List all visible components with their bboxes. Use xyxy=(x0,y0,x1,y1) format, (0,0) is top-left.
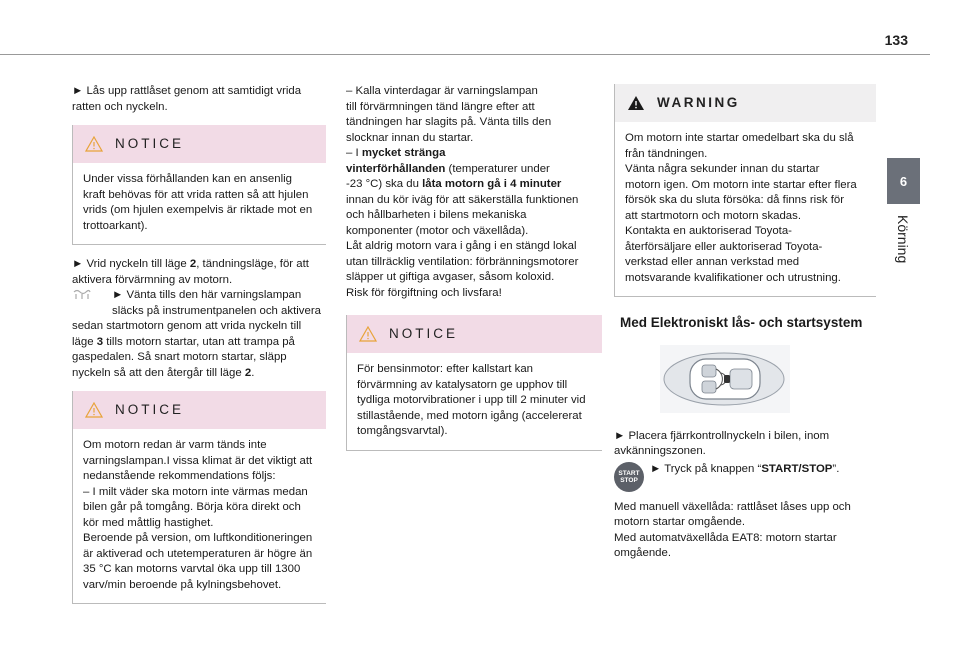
notice-header xyxy=(73,391,326,429)
text-line: omgående. xyxy=(614,547,671,559)
key-fob-in-car-illustration xyxy=(660,345,790,413)
text-line: kraft behövas för att vrida ratten så att hjulen xyxy=(83,188,309,201)
header-rule xyxy=(0,54,930,55)
text-line: gaspedalen. Så snart motorn startar, släpp xyxy=(72,351,287,363)
text-line: tomgångsvarvtal). xyxy=(357,425,448,437)
text-line: komponenter (motor och växellåda). xyxy=(346,224,529,237)
text-line: motsvarande kvalifikationer och utrustning. xyxy=(625,271,841,284)
text-line: ► Lås upp rattlåset genom att samtidigt vrida xyxy=(72,85,302,97)
text-line: ► Placera fjärrkontrollnyckeln i bilen, inom xyxy=(614,429,830,442)
notice-header xyxy=(347,315,602,353)
text-line: aktivera förvärmning av motorn. xyxy=(72,273,233,286)
text-line: släpper ut giftiga avgaser, såsom koloxid. xyxy=(346,271,555,283)
notice-box xyxy=(72,125,326,245)
text-line: – I milt väder ska motorn inte värmas medan xyxy=(83,485,308,498)
unlock-steering-paragraph xyxy=(72,84,326,115)
caution-triangle-icon xyxy=(85,136,103,152)
text-line: Med automatväxellåda EAT8: motorn startar xyxy=(614,531,837,544)
text-line: bilen går på tomgång. Börja köra direkt och xyxy=(83,501,301,513)
text-line: 35 °C kan motorns varvtal öka upp till 1300 xyxy=(83,563,301,575)
text-line: För bensinmotor: efter kallstart kan xyxy=(357,363,533,375)
text-line: nedanstående rekommendations följs: xyxy=(83,470,276,482)
section-heading: Med Elektroniskt lås- och startsystem xyxy=(620,315,863,330)
text-line: Vänta några sekunder innan du startar xyxy=(625,163,820,175)
text-line: släcks på instrumentpanelen och aktivera xyxy=(112,304,321,317)
text-line: varningslampan.I vissa klimat är det viktigt att xyxy=(83,454,313,467)
warning-triangle-icon xyxy=(627,95,645,111)
text-line: Risk för förgiftning och livsfara! xyxy=(346,286,502,299)
ignition-paragraph: ► Vrid nyckeln till läge 2, tändningsläge, för att aktivera förvärmning av motorn. ► Vänta tills den här varningslampan släcks på instrumentpanelen och aktivera sedan startmotorn genom att vrida nyckeln till läge 3 tills motorn startar, utan att trampa på gaspedalen. Så snart motorn startar, släpp nyckeln så att den återgår till läge 2. xyxy=(72,257,326,381)
notice-header xyxy=(73,125,326,163)
chapter-tab[interactable]: 6 xyxy=(887,158,920,204)
chapter-label xyxy=(889,215,919,275)
text-line: Beroende på version, om luftkonditioneringen xyxy=(83,532,313,544)
text-line: försök ska du sluta försöka: då finns risk för xyxy=(625,194,845,206)
text-line: verkstad eller annan verkstad med xyxy=(625,256,800,268)
text-line: vrids (om hjulen exempelvis är riktade mot en xyxy=(83,204,313,216)
text-line: Om motorn inte startar omedelbart ska du slå xyxy=(625,132,854,144)
text-line: stillastående, med motorn igång (accelererat xyxy=(357,409,582,422)
column-2 xyxy=(346,84,602,463)
text-line: sedan startmotorn genom att vrida nyckeln till xyxy=(72,320,302,332)
notice-title: NOTICE xyxy=(115,136,185,152)
text-line: Kontakta en auktoriserad Toyota- xyxy=(625,225,792,237)
warning-title: WARNING xyxy=(657,95,740,111)
place-key-paragraph xyxy=(614,429,876,460)
text-line: utan tillräcklig ventilation: förbränningsmotorer xyxy=(346,255,579,268)
text-line: och hållbarheten i bilens mekaniska xyxy=(346,209,527,221)
text-line: motorn igen. Om motorn inte startar efter flera xyxy=(625,178,857,191)
notice-title: NOTICE xyxy=(115,402,185,418)
text-line: kör med måttlig hastighet. xyxy=(83,516,214,529)
page-number: 133 xyxy=(884,32,908,48)
start-stop-button-icon: START STOP xyxy=(614,462,644,492)
text-line: motorn startar omgående. xyxy=(614,516,746,528)
text-line: – Kalla vinterdagar är varningslampan xyxy=(346,85,538,97)
text-line: varv/min beroende på kylningsbehovet. xyxy=(83,578,282,591)
column-3 xyxy=(614,84,876,572)
text-line: trottoarkant). xyxy=(83,219,148,232)
text-line: tydliga motorvibrationer i upp till 2 minuter vid xyxy=(357,394,586,406)
cold-weather-paragraph: – Kalla vinterdagar är varningslampan till förvärmningen tänd längre efter att tändningen har slagits på. Vänta tills den slocknar innan du startar. – I mycket stränga vinterförhållanden (temperaturer under -23 °C) ska du låta motorn gå i 4 minuter innan du kör iväg för att säkerställa funktionen och hållbarheten i bilens mekaniska komponenter (motor och växellåda). Låt aldrig motorn vara i gång i en stängd lokal utan tillräcklig ventilation: förbränningsmotorer släpper ut giftiga avgaser, såsom koloxid. Risk för förgiftning och livsfara! xyxy=(346,84,602,301)
text-line: är aktiverad och utetemperaturen är högre än xyxy=(83,547,313,560)
warning-box xyxy=(614,84,876,297)
notice-box xyxy=(346,315,602,451)
chapter-title: Körning xyxy=(895,215,911,264)
preheating-glow-plug-icon xyxy=(72,288,92,300)
text-line: Låt aldrig motorn vara i gång i en stängd lokal xyxy=(346,240,577,252)
warning-header xyxy=(615,84,876,122)
notice-box xyxy=(72,391,326,604)
text-line: Med manuell växellåda: rattlåset låses upp och xyxy=(614,500,851,513)
text-line: innan du kör iväg för att säkerställa funktionen xyxy=(346,193,579,206)
text-line: avkänningszonen. xyxy=(614,445,706,457)
text-line: återförsäljare eller auktoriserad Toyota- xyxy=(625,240,823,253)
caution-triangle-icon xyxy=(359,326,377,342)
text-line: slocknar innan du startar. xyxy=(346,131,474,144)
text-line: ratten och nyckeln. xyxy=(72,100,168,113)
text-line: Om motorn redan är varm tänds inte xyxy=(83,439,267,451)
text-line: från tändningen. xyxy=(625,147,708,160)
press-start-paragraph: START STOP ► Tryck på knappen “START/STOP”. xyxy=(614,462,876,492)
transmission-paragraph xyxy=(614,500,876,562)
caution-triangle-icon xyxy=(85,402,103,418)
text-line: Under vissa förhållanden kan en ansenlig xyxy=(83,173,292,185)
column-1 xyxy=(72,84,326,616)
notice-title: NOTICE xyxy=(389,326,459,342)
text-line: till förvärmningen tänd längre efter att xyxy=(346,100,535,113)
text-line: tändningen har slagits på. Vänta tills den xyxy=(346,116,552,128)
text-line: att startmotorn och motorn skadas. xyxy=(625,209,801,222)
text-line: förvärmning av katalysatorn ge upphov till xyxy=(357,378,568,391)
